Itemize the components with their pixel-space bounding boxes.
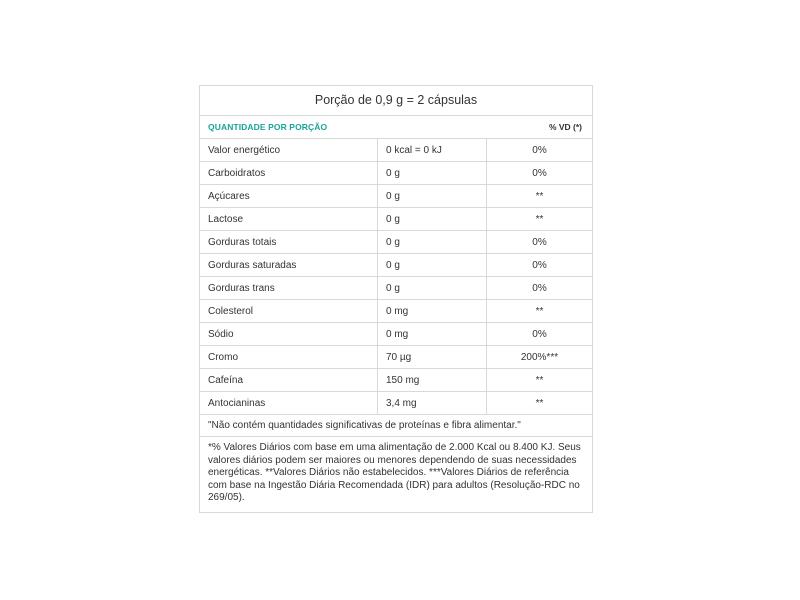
nutrient-name: Carboidratos bbox=[200, 162, 378, 184]
footnote-daily-values: *% Valores Diários com base em uma alimentação de 2.000 Kcal ou 8.400 KJ. Seus valores diários podem ser maiores ou menores dependendo de suas necessidades energéticas. **Valores Diários não estabelecidos. ***Valores Diários de referência com base na Ingestão Diária Recomendada (IDR) para adultos (Resolução-RDC no 269/05). bbox=[208, 442, 581, 504]
nutrient-quantity: 150 mg bbox=[378, 369, 487, 391]
nutrient-daily-value: ** bbox=[535, 190, 544, 202]
nutrient-name: Sódio bbox=[200, 323, 378, 345]
nutrient-quantity: 0 g bbox=[378, 162, 487, 184]
nutrient-name: Gorduras saturadas bbox=[200, 254, 378, 276]
nutrient-rows bbox=[200, 139, 592, 415]
nutrient-daily-value: 0% bbox=[532, 167, 547, 179]
nutrient-quantity: 0 mg bbox=[378, 323, 487, 345]
table-row bbox=[200, 369, 592, 392]
nutrient-name: Cromo bbox=[200, 346, 378, 368]
table-row bbox=[200, 231, 592, 254]
nutrient-name: Antocianinas bbox=[200, 392, 378, 414]
nutrition-facts-table bbox=[199, 85, 593, 513]
nutrient-daily-value: ** bbox=[535, 374, 544, 386]
nutrient-quantity: 70 µg bbox=[378, 346, 487, 368]
table-row bbox=[200, 300, 592, 323]
nutrient-quantity: 0 g bbox=[378, 254, 487, 276]
nutrient-name: Colesterol bbox=[200, 300, 378, 322]
nutrient-name: Valor energético bbox=[200, 139, 378, 161]
nutrient-daily-value: ** bbox=[535, 213, 544, 225]
nutrient-daily-value: 0% bbox=[532, 259, 547, 271]
footnote-not-significant: "Não contém quantidades significativas de proteínas e fibra alimentar." bbox=[200, 415, 592, 437]
nutrient-daily-value: 200%*** bbox=[520, 351, 559, 363]
nutrient-daily-value: ** bbox=[535, 305, 544, 317]
table-row bbox=[200, 346, 592, 369]
nutrient-name: Gorduras totais bbox=[200, 231, 378, 253]
table-row bbox=[200, 162, 592, 185]
nutrient-daily-value: ** bbox=[535, 397, 544, 409]
table-row bbox=[200, 254, 592, 277]
vd-header: % VD (*) bbox=[548, 122, 582, 132]
nutrient-name: Açúcares bbox=[200, 185, 378, 207]
column-header-row bbox=[200, 116, 592, 139]
nutrient-quantity: 3,4 mg bbox=[378, 392, 487, 414]
table-row bbox=[200, 323, 592, 346]
nutrient-daily-value: 0% bbox=[532, 328, 547, 340]
table-row bbox=[200, 392, 592, 415]
nutrient-quantity: 0 kcal = 0 kJ bbox=[378, 139, 487, 161]
nutrient-daily-value: 0% bbox=[532, 236, 547, 248]
nutrient-daily-value: 0% bbox=[532, 282, 547, 294]
nutrient-daily-value: 0% bbox=[532, 144, 547, 156]
nutrient-quantity: 0 mg bbox=[378, 300, 487, 322]
nutrient-quantity: 0 g bbox=[378, 208, 487, 230]
table-row bbox=[200, 277, 592, 300]
nutrient-name: Cafeína bbox=[200, 369, 378, 391]
portion-title: Porção de 0,9 g = 2 cápsulas bbox=[200, 86, 592, 116]
nutrient-quantity: 0 g bbox=[378, 277, 487, 299]
nutrient-name: Lactose bbox=[200, 208, 378, 230]
nutrient-name: Gorduras trans bbox=[200, 277, 378, 299]
table-row bbox=[200, 208, 592, 231]
nutrient-quantity: 0 g bbox=[378, 185, 487, 207]
table-row bbox=[200, 139, 592, 162]
nutrient-quantity: 0 g bbox=[378, 231, 487, 253]
table-row bbox=[200, 185, 592, 208]
quantity-header: QUANTIDADE POR PORÇÃO bbox=[208, 122, 328, 132]
